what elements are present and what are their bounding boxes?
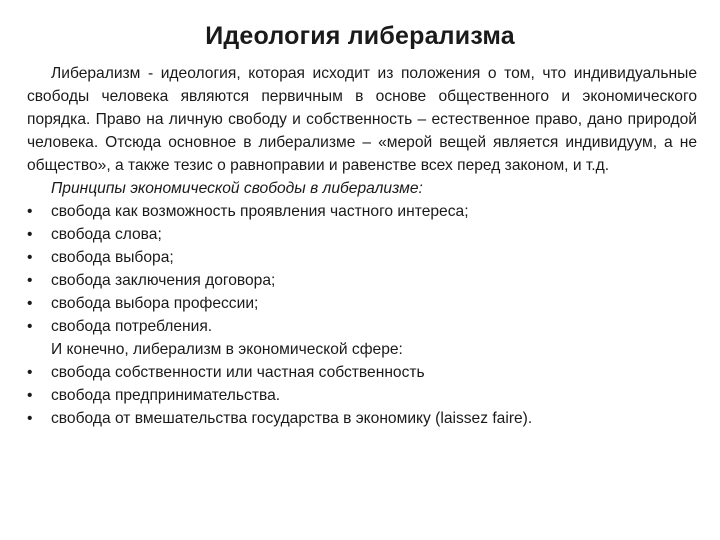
list-item-text: свобода выбора профессии; (51, 295, 259, 312)
principles-list (27, 200, 697, 338)
bullet-icon: • (27, 410, 33, 427)
economic-heading: И конечно, либерализм в экономической сфере: (51, 341, 403, 358)
list-item-text: свобода выбора; (51, 249, 174, 266)
slide-title: Идеология либерализма (205, 22, 515, 50)
list-item-text: свобода заключения договора; (51, 272, 276, 289)
bullet-icon: • (27, 295, 33, 312)
list-item (27, 269, 697, 292)
list-item-text: свобода от вмешательства государства в экономику (laissez faire). (51, 410, 533, 427)
list-item-text: свобода предпринимательства. (51, 387, 281, 404)
list-item (27, 246, 697, 269)
bullet-icon: • (27, 272, 33, 289)
list-item (27, 223, 697, 246)
bullet-icon: • (27, 203, 33, 220)
list-item (27, 361, 697, 384)
list-item-text: свобода как возможность проявления частного интереса; (51, 203, 469, 220)
principles-heading: Принципы экономической свободы в либерализме: (51, 180, 423, 197)
bullet-icon: • (27, 226, 33, 243)
list-item-text: свобода потребления. (51, 318, 213, 335)
bullet-icon: • (27, 364, 33, 381)
bullet-icon: • (27, 387, 33, 404)
list-item (27, 315, 697, 338)
list-item (27, 407, 697, 430)
economic-list (27, 361, 697, 430)
list-item (27, 292, 697, 315)
bullet-icon: • (27, 318, 33, 335)
list-item (27, 200, 697, 223)
list-item (27, 384, 697, 407)
bullet-icon: • (27, 249, 33, 266)
intro-paragraph: Либерализм - идеология, которая исходит из положения о том, что индивидуальные свободы человека являются первичным в основе общественного и экономического порядка. Право на личную свободу и собственность – естественное право, дано природой человека. Отсюда основное в либерализме – «мерой вещей является индивидуум, а не общество», а также тезис о равноправии и равенстве всех перед законом, и т.д. (27, 65, 697, 174)
list-item-text: свобода слова; (51, 226, 162, 243)
list-item-text: свобода собственности или частная собственность (51, 364, 425, 381)
slide-body (27, 62, 697, 430)
